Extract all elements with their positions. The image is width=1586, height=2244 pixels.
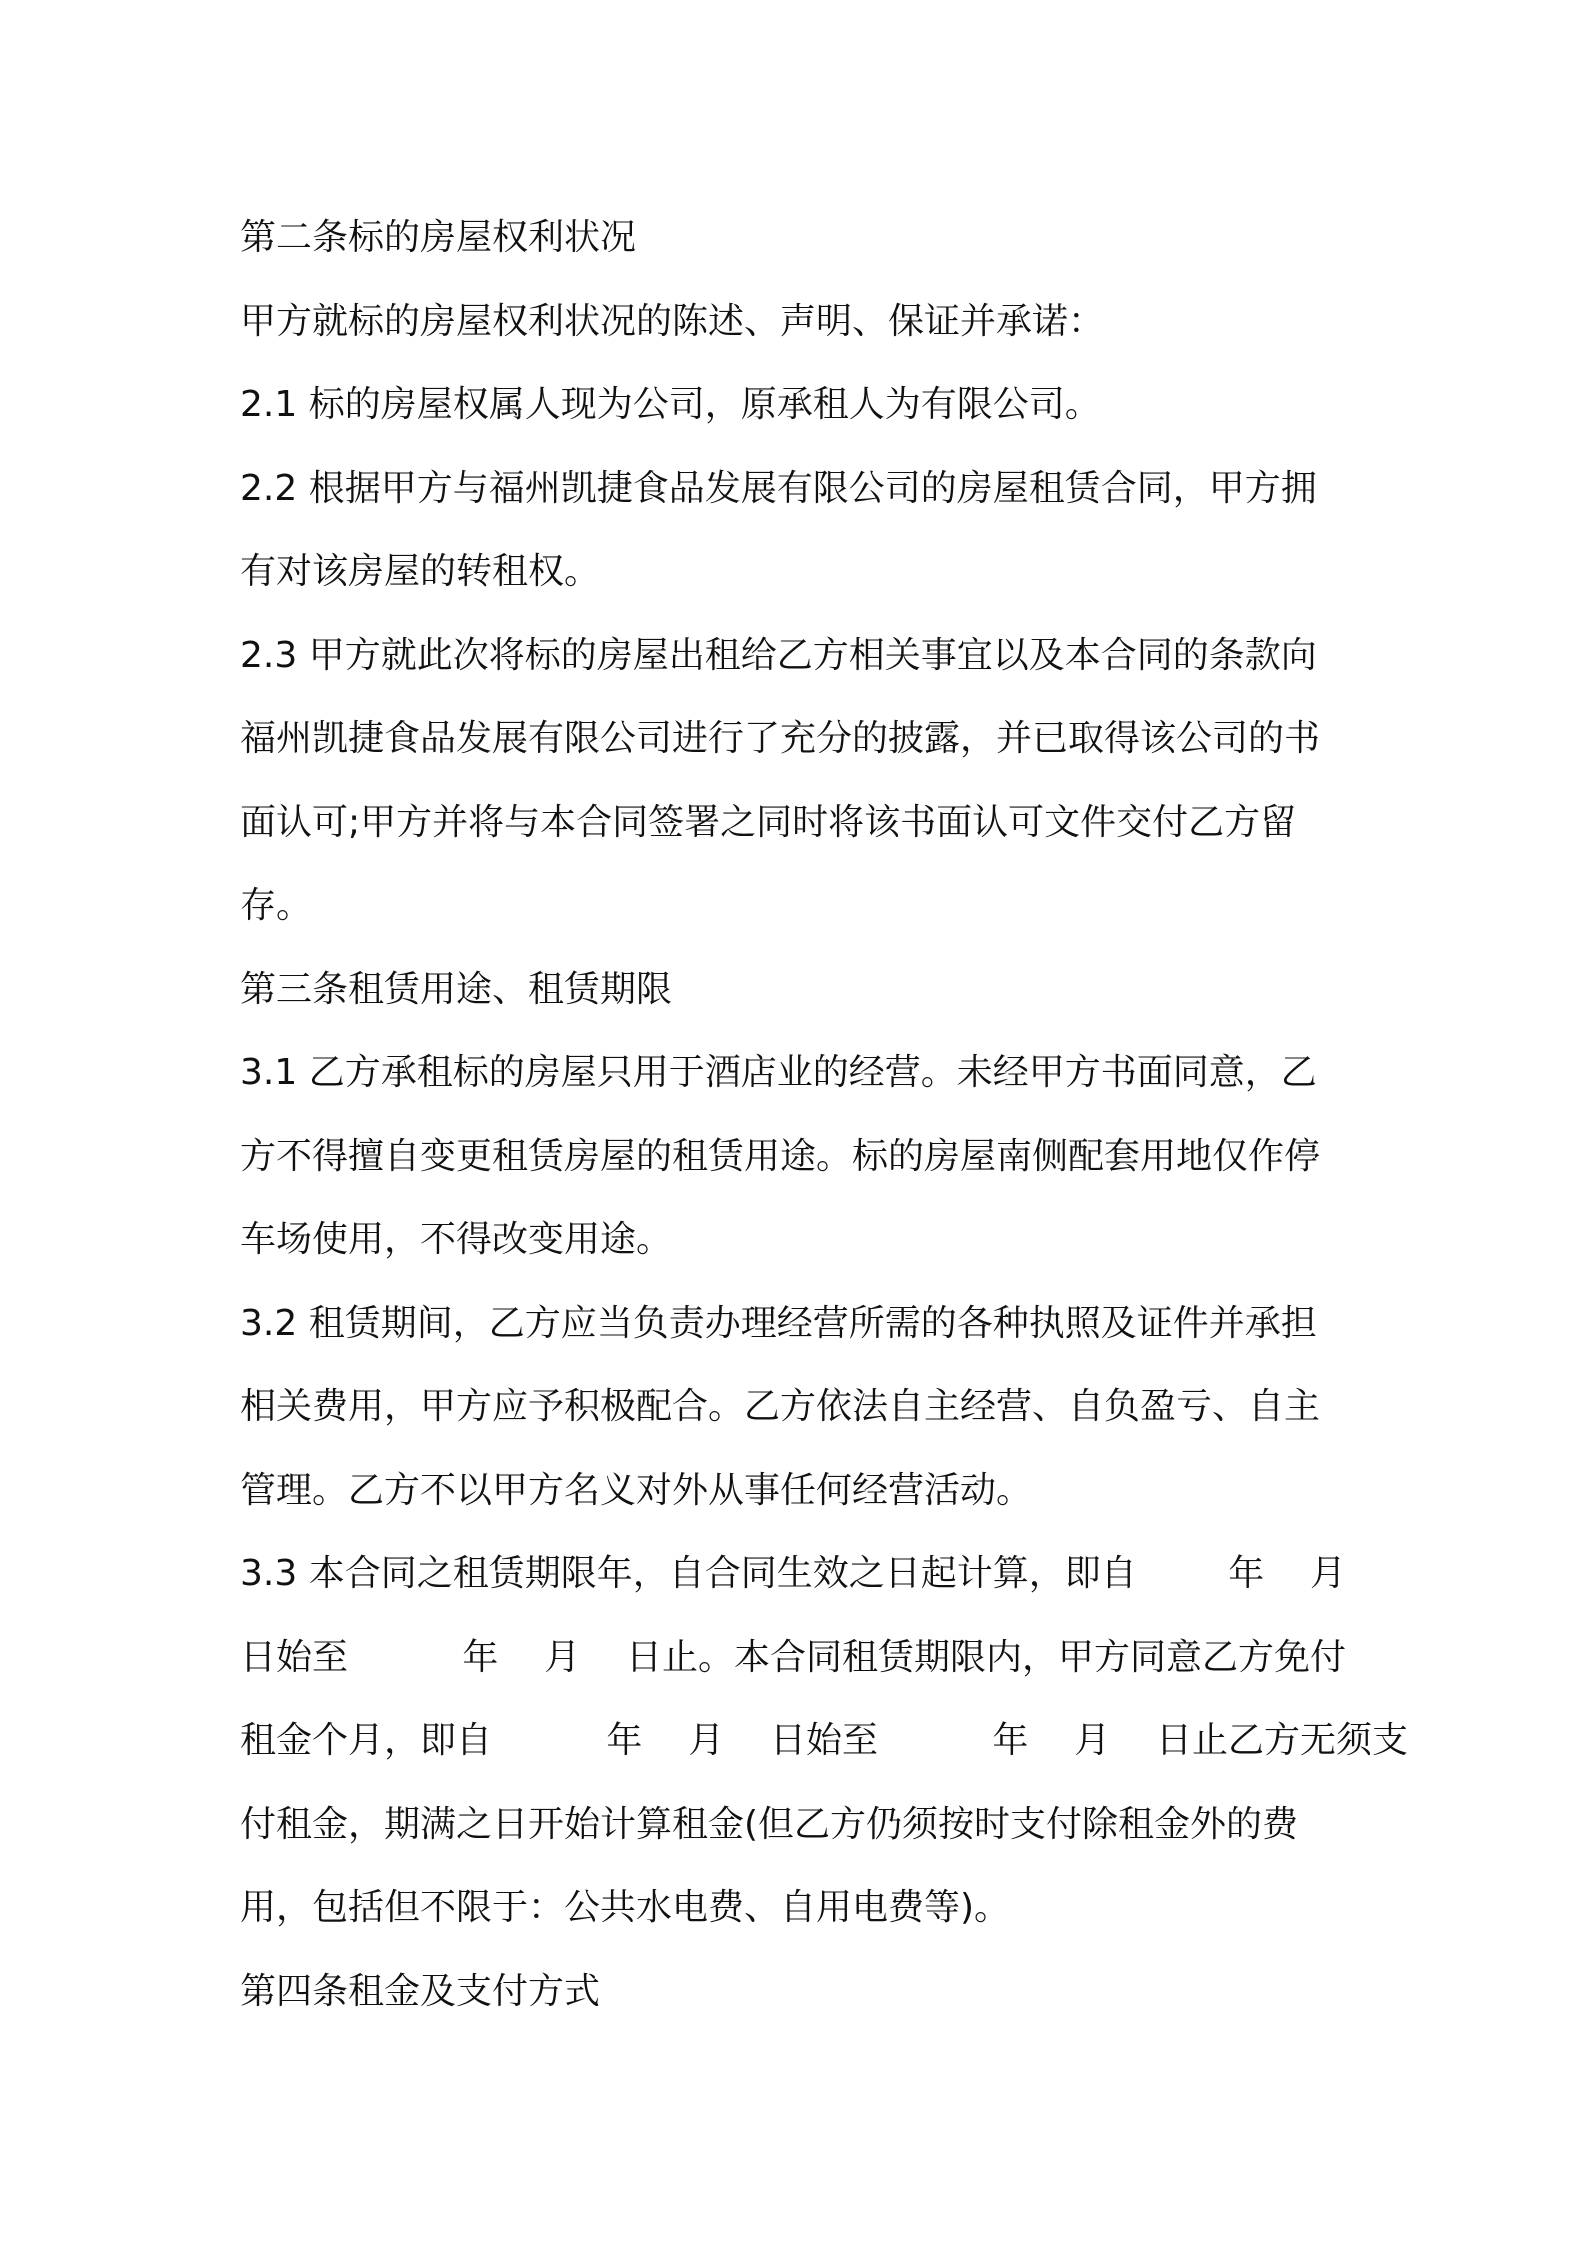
article-2-heading: 第二条标的房屋权利状况: [240, 217, 637, 258]
clause-2-2-line: 2.2 根据甲方与福州凯捷食品发展有限公司的房屋租赁合同，甲方拥: [240, 467, 1317, 509]
paragraph-line: 甲方就标的房屋权利状况的陈述、声明、保证并承诺：: [240, 300, 1105, 342]
clause-3-1-line: 方不得擅自变更租赁房屋的租赁用途。标的房屋南侧配套用地仅作停: [240, 1135, 1321, 1177]
clause-3-2-line: 相关费用，甲方应予积极配合。乙方依法自主经营、自负盈亏、自主: [240, 1386, 1321, 1427]
clause-3-3-line: 日始至 年 月 日止。本合同租赁期限内，甲方同意乙方免付: [240, 1636, 1346, 1678]
clause-3-1-line: 车场使用，不得改变用途。: [240, 1219, 673, 1260]
clause-3-3-line: 租金个月，即自 年 月 日始至 年 月 日止乙方无须支: [240, 1720, 1408, 1761]
clause-3-3-line: 用，包括但不限于：公共水电费、自用电费等)。: [240, 1887, 1011, 1928]
clause-3-2-line: 3.2 租赁期间，乙方应当负责办理经营所需的各种执照及证件并承担: [240, 1302, 1317, 1344]
contract-text: [240, 196, 1408, 2033]
clause-2-3-line: 2.3 甲方就此次将标的房屋出租给乙方相关事宜以及本合同的条款向: [240, 634, 1317, 676]
article-4-heading: 第四条租金及支付方式: [240, 1970, 601, 2012]
clause-3-2-line: 管理。乙方不以甲方名义对外从事任何经营活动。: [240, 1469, 1033, 1511]
clause-2-2-line: 有对该房屋的转租权。: [240, 551, 601, 592]
clause-3-3-line: 3.3 本合同之租赁期限年，自合同生效之日起计算，即自 年 月: [240, 1553, 1347, 1594]
article-3-heading: 第三条租赁用途、租赁期限: [240, 968, 673, 1010]
clause-3-3-line: 付租金，期满之日开始计算租金(但乙方仍须按时支付除租金外的费: [240, 1803, 1299, 1845]
clause-2-1-line: 2.1 标的房屋权属人现为公司，原承租人为有限公司。: [240, 384, 1101, 425]
clause-2-3-line: 面认可;甲方并将与本合同签署之同时将该书面认可文件交付乙方留: [240, 801, 1297, 843]
clause-2-3-line: 福州凯捷食品发展有限公司进行了充分的披露，并已取得该公司的书: [240, 718, 1321, 759]
clause-2-3-line: 存。: [240, 885, 313, 926]
clause-3-1-line: 3.1 乙方承租标的房屋只用于酒店业的经营。未经甲方书面同意，乙: [240, 1052, 1317, 1093]
